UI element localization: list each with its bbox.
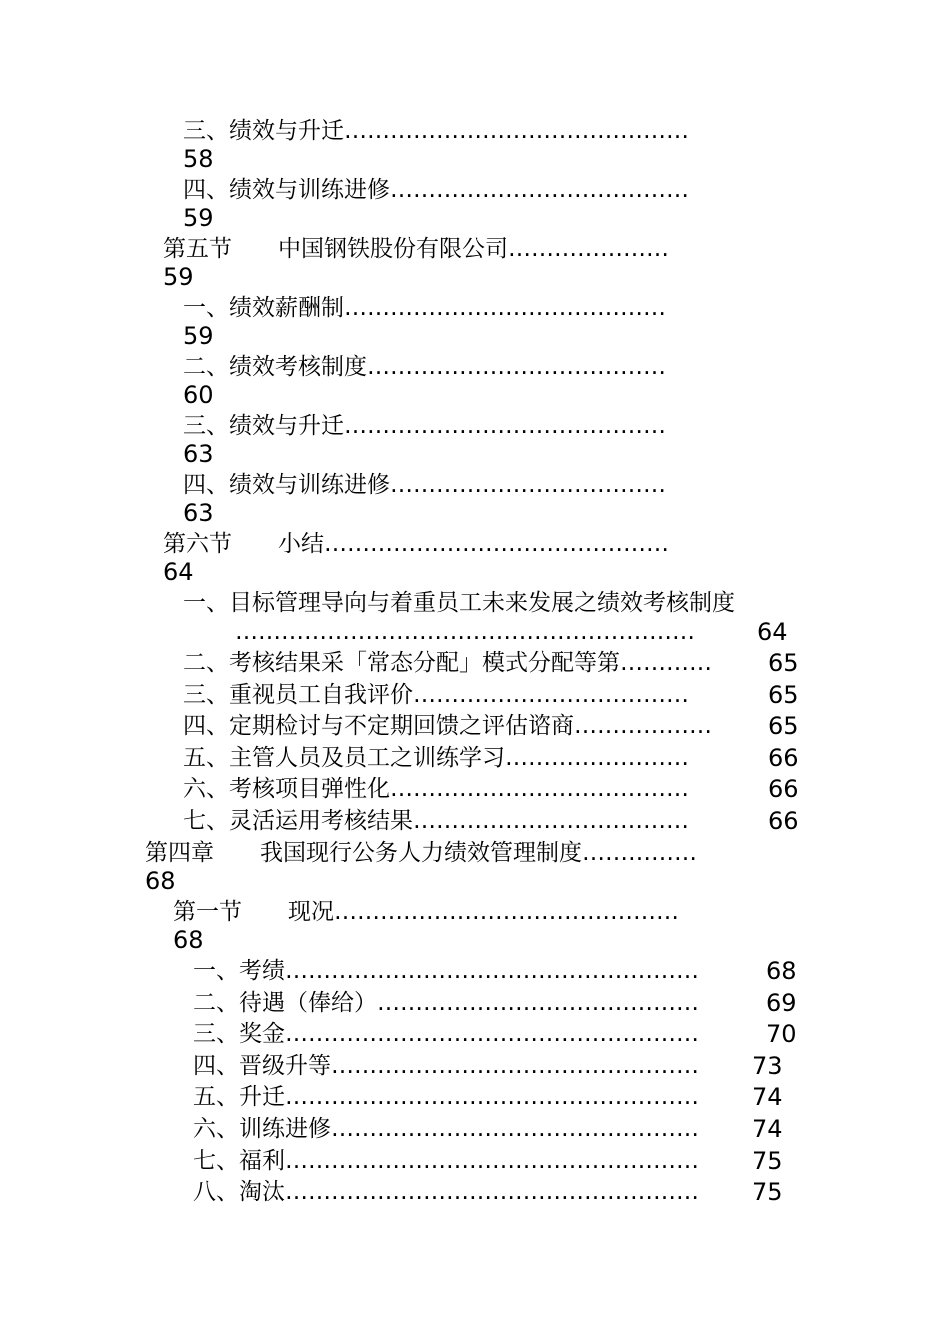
toc-page-number: 60 — [183, 381, 214, 409]
toc-entry-text: 四、绩效与训练进修……………………………… — [183, 472, 666, 498]
toc-entry-text: 二、绩效考核制度………………………………… — [183, 354, 666, 380]
toc-page-number: 66 — [768, 775, 799, 803]
toc-entry-text: 二、考核结果采「常态分配」模式分配等第………… — [183, 650, 712, 676]
toc-page-number: 66 — [768, 807, 799, 835]
toc-page-number: 68 — [173, 926, 204, 954]
toc-page-number: 64 — [163, 558, 194, 586]
toc-entry-text: 六、训练进修………………………………………… — [193, 1116, 699, 1142]
toc-page-number: 59 — [183, 204, 214, 232]
toc-entry-text: 五、升迁……………………………………………… — [193, 1084, 699, 1110]
toc-page-number: 68 — [766, 957, 797, 985]
toc-entry-text: 一、绩效薪酬制…………………………………… — [183, 295, 666, 321]
toc-entry-text: 六、考核项目弹性化………………………………… — [183, 776, 689, 802]
toc-page-number: 69 — [766, 989, 797, 1017]
toc-page-number: 74 — [752, 1083, 783, 1111]
toc-page-number: 65 — [768, 649, 799, 677]
toc-page-number: 66 — [768, 744, 799, 772]
toc-page-number: 63 — [183, 499, 214, 527]
toc-page-number: 59 — [183, 322, 214, 350]
toc-entry-text: 二、待遇（俸给）…………………………………… — [193, 990, 699, 1016]
toc-entry-text: 七、灵活运用考核结果……………………………… — [183, 808, 689, 834]
toc-entry-text: 四、晋级升等………………………………………… — [193, 1053, 699, 1079]
toc-page-number: 74 — [752, 1115, 783, 1143]
toc-page-number: 65 — [768, 712, 799, 740]
toc-entry-text: 一、考绩……………………………………………… — [193, 958, 699, 984]
toc-entry-text: 四、绩效与训练进修………………………………… — [183, 177, 689, 203]
toc-chapter-text: 第四章 我国现行公务人力绩效管理制度…………… — [145, 840, 697, 866]
toc-page-number: 75 — [752, 1147, 783, 1175]
toc-entry-text: 五、主管人员及员工之训练学习…………………… — [183, 745, 689, 771]
toc-page-number: 68 — [145, 867, 176, 895]
toc-entry-text: 三、绩效与升迁…………………………………… — [183, 413, 666, 439]
toc-page-number: 59 — [163, 263, 194, 291]
toc-entry-text: 七、福利……………………………………………… — [193, 1148, 699, 1174]
toc-page-number: 70 — [766, 1020, 797, 1048]
toc-section-text: 第六节 小结……………………………………… — [163, 531, 669, 557]
toc-entry-text: 八、淘汰……………………………………………… — [193, 1179, 699, 1205]
toc-entry-text: 一、目标管理导向与着重员工未来发展之绩效考核制度 — [183, 590, 735, 616]
toc-entry-text: 三、奖金……………………………………………… — [193, 1021, 699, 1047]
toc-section-text: 第五节 中国钢铁股份有限公司………………… — [163, 236, 669, 262]
toc-section-text: 第一节 现况……………………………………… — [173, 899, 679, 925]
toc-page-number: 63 — [183, 440, 214, 468]
toc-page-number: 58 — [183, 145, 214, 173]
toc-page-number: 75 — [752, 1178, 783, 1206]
toc-page-number: 64 — [757, 618, 788, 646]
toc-entry-text: 三、绩效与升迁……………………………………… — [183, 118, 689, 144]
toc-entry-text: 四、定期检讨与不定期回馈之评估谘商……………… — [183, 713, 712, 739]
toc-entry-text: 三、重视员工自我评价……………………………… — [183, 682, 689, 708]
toc-leader-dots: …………………………………………………… — [235, 619, 695, 645]
toc-page-number: 65 — [768, 681, 799, 709]
toc-page-number: 73 — [752, 1052, 783, 1080]
